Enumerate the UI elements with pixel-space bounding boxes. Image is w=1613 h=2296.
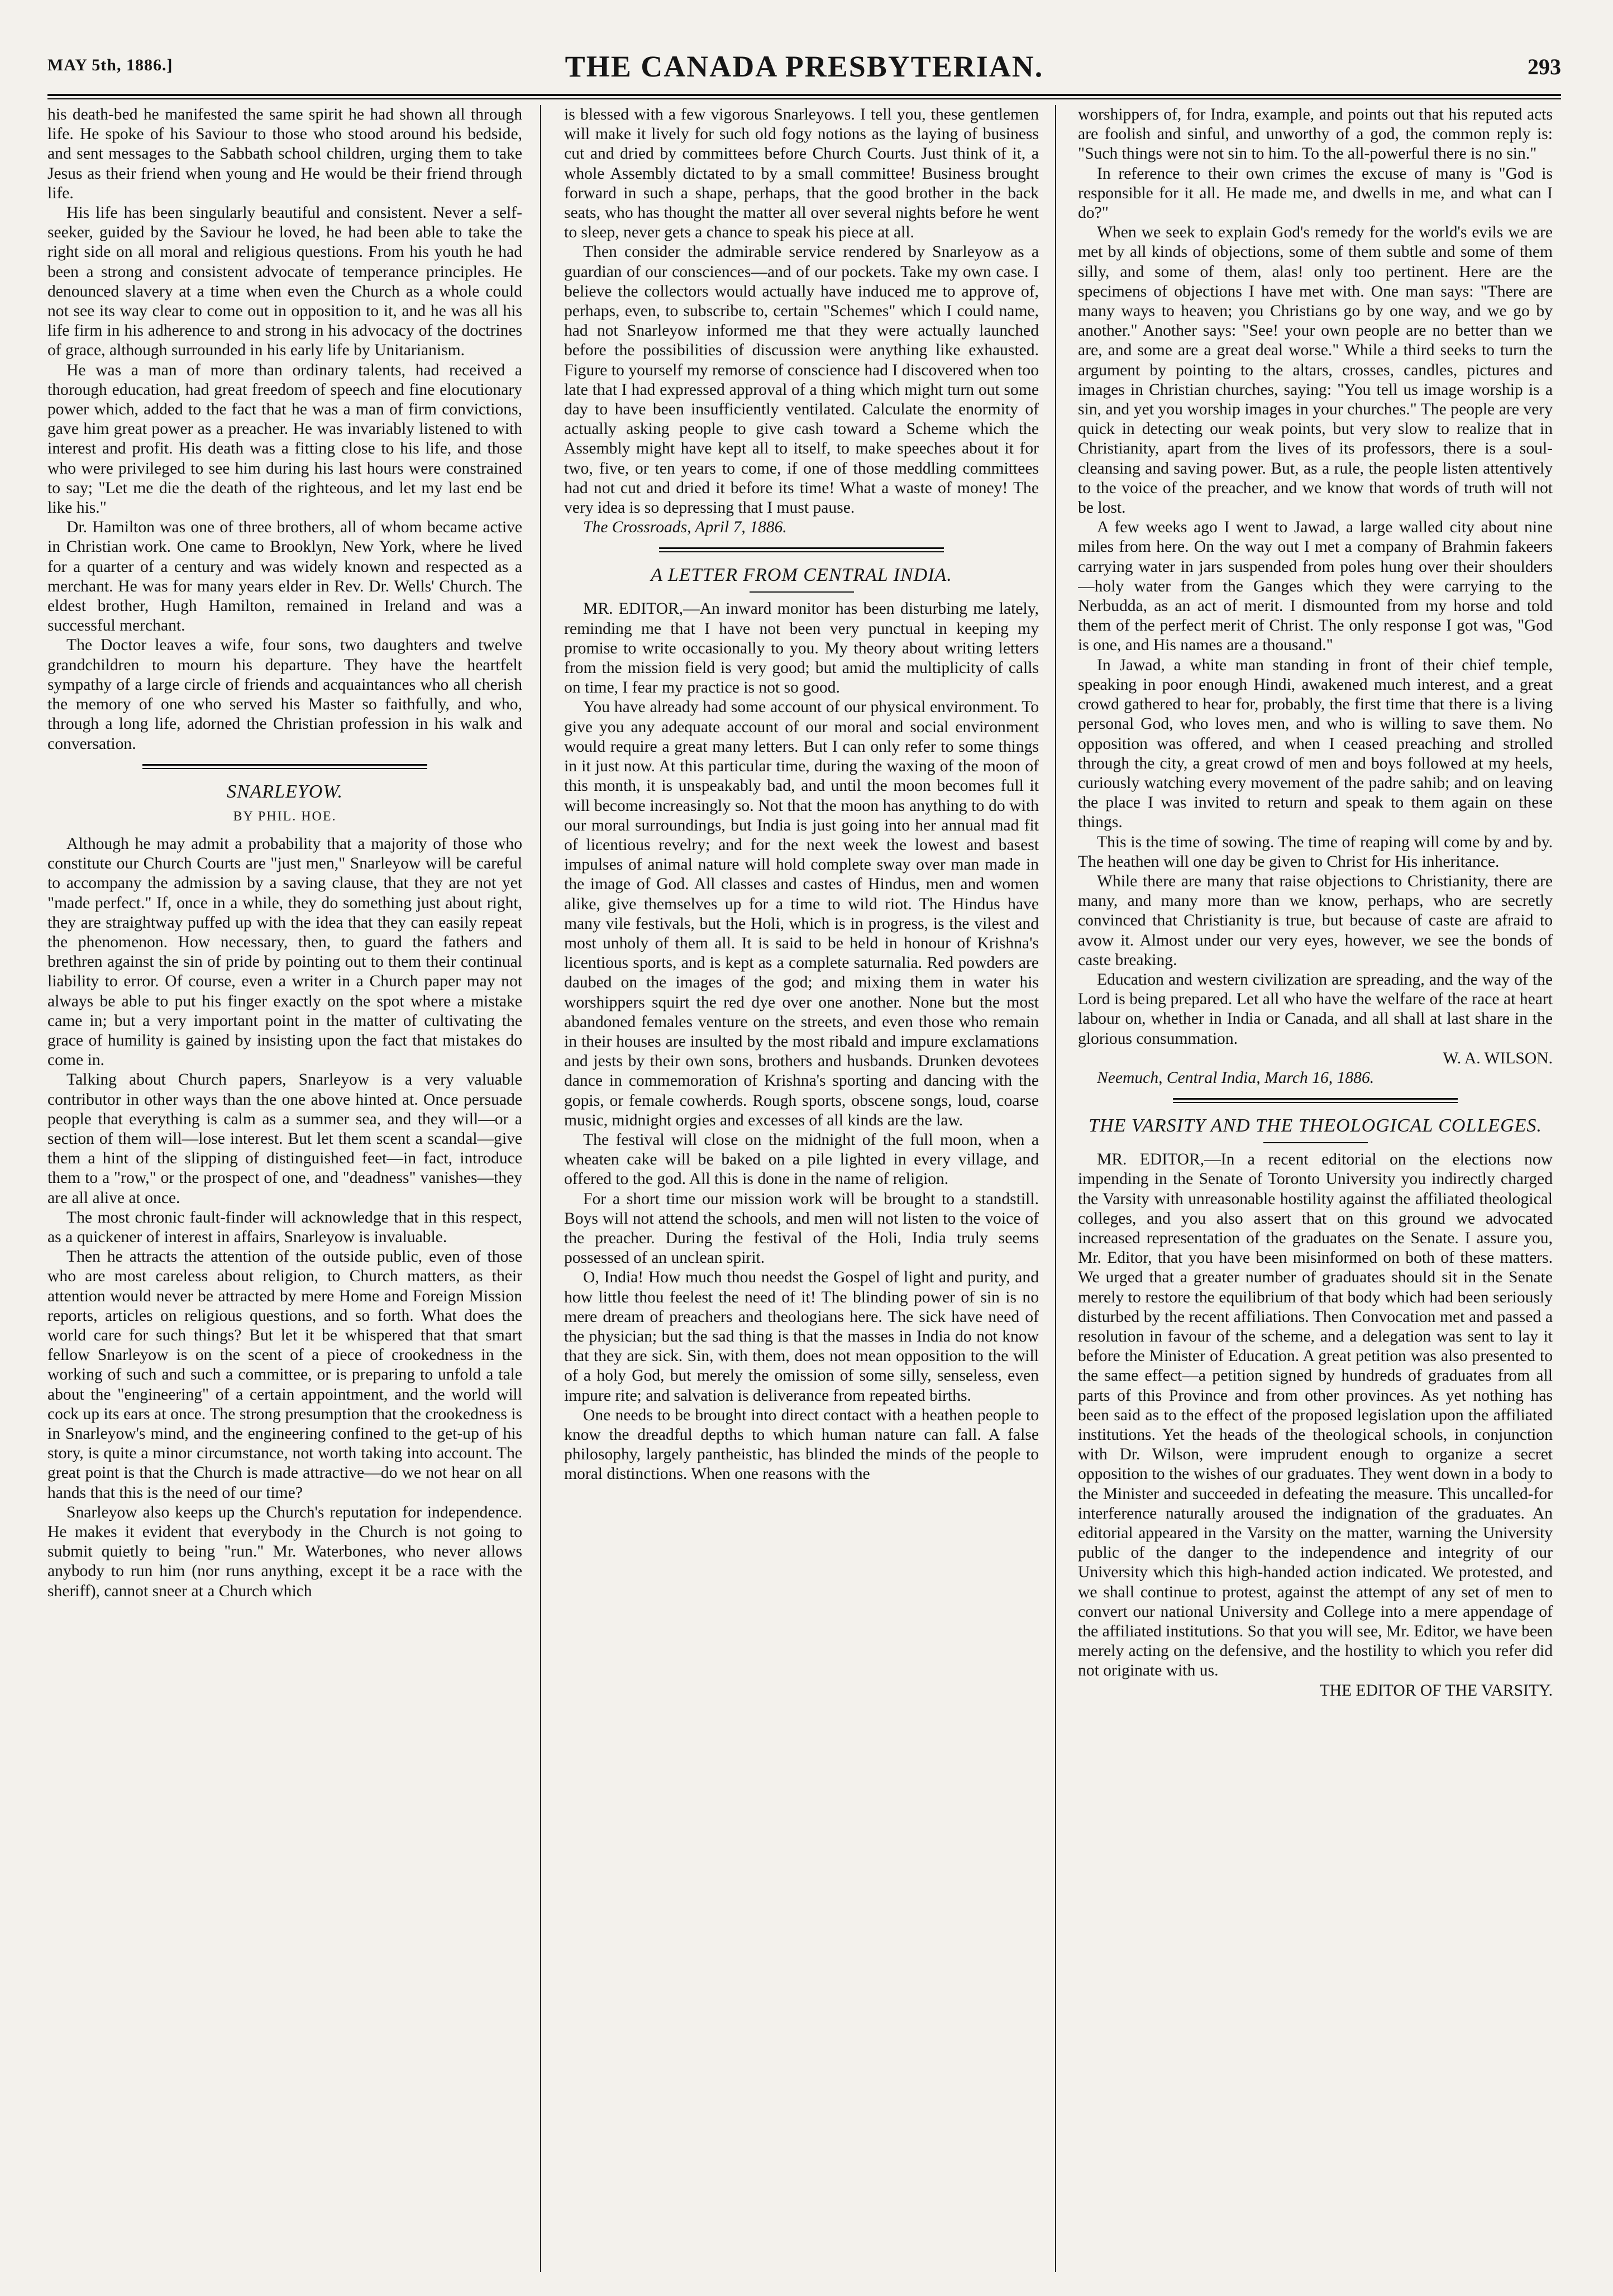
article-divider [659,547,944,552]
india-letter-paragraph: In Jawad, a white man standing in front of their chief temple, speaking in poor enough Hindi, awakened much interest, and a great crowd gathered to hear for, probably, the first time that there is a living personal God, who loves men, and who is willing to save them. No opposition was offered, and when I ceased preaching and strolled through the city, a great crowd of men and boys followed at my heels, curiously watching every movement of the padre sahib; and on leaving the place I was invited to return and speak to them again on these things. [1078,656,1553,832]
india-letter-signature: W. A. WILSON. [1443,1049,1553,1067]
snarleyow-paragraph: Then consider the admirable service rendered by Snarleyow as a guardian of our consciences—and of our pockets. Take my own case. I believe the collectors would actually have induced me to approve of, perhaps, even, to subscribe to, certain "Schemes" which I could name, had not Snarleyow informed me that they were actually launched before the possibilities of discussion were anything like exhausted. Figure to yourself my remorse of conscience had I discovered when too late that I had expressed approval of a thing which might turn out some day to have been insufficiently ventilated. Calculate the enormity of actually asking people to give cash toward a Scheme which the Assembly might have kept all to itself, to make speeches about it for two, five, or ten years to come, if one of those meddling committees had not cut and dried it before its time! What a waste of money! The very idea is so depressing that I must pause. [564,243,1039,517]
snarleyow-paragraph: Although he may admit a probability that a majority of those who constitute our Church Courts are "just men," Snarleyow will be careful to accompany the admission by a saving clause, that they are not yet "made perfect." If, once in a while, they do something just about right, they are straightway puffed up with the idea that they can easily repeat the phenomenon. How necessary, then, to guard the fathers and brethren against the sin of pride by pointing out to them their continual liability to error. Of course, even a writer in a Church paper may not always be able to put his finger exactly on the spot where a mistake came in; but a very important point in the matter of cultivating the grace of humility is gained by insisting upon the fact that mistakes do come in. [47,834,522,1070]
snarleyow-paragraph: Then he attracts the attention of the outside public, even of those who are most careless about religion, to Church matters, as their attention would never be attracted by mere Home and Foreign Mission reports, articles on religious questions, and so forth. What does the world care for such things? But let it be whispered that that smart fellow Snarleyow is on the scent of a piece of crookedness in the working of such and such a committee, or is preparing to unfold a tale about the "engineering" of a certain appointment, and the world will cock up its ears at once. The strong presumption that the crookedness is in Snarleyow's mind, and the engineering confined to the get-up of his story, is quite a minor circumstance, not worth taking into account. The great point is that the Church is made attractive—do we not hear on all hands that this is the need of our time? [47,1248,522,1502]
newspaper-title: THE CANADA PRESBYTERIAN. [565,50,1044,83]
india-letter-paragraph: For a short time our mission work will be brought to a standstill. Boys will not attend the schools, and men will not listen to the voice of the preacher. During the festival of the Holi, India truly seems possessed of an unclean spirit. [564,1190,1039,1267]
masthead-rule [47,94,1561,99]
issue-date: MAY 5th, 1886.] [47,56,173,74]
obituary-paragraph: The Doctor leaves a wife, four sons, two daughters and twelve grandchildren to mourn his departure. They have the heartfelt sympathy of a large circle of friends and acquaintances who all cherish the memory of one who served his Master so faithfully, and who, through a long life, adorned the Christian profession in his walk and conversation. [47,636,522,753]
column-2 [564,105,1039,2272]
india-letter-paragraph: You have already had some account of our physical environment. To give you any adequate account of our moral and social environment would require a great many letters. But I can only refer to some things in it just now. At this particular time, during the waxing of the moon of this month, it is unspeakably bad, and until the moon becomes full it will become increasingly so. Not that the moon has anything to do with our moral surroundings, but India is just going into her annual mad fit of licentious revelry; and for the next week the lowest and basest impulses of animal nature will hold complete sway over man made in the image of God. All classes and castes of Hindus, men and women alike, give themselves up for a time to wild riot. The Hindus have many vile festivals, but the Holi, which is in progress, is the vilest and most unholy of them all. It is said to be held in honour of Krishna's licentious sports, and is kept as a complete saturnalia. Red powders are daubed on the images of the god; and mixing them in water his worshippers squirt the red dye over one another. None but the most abandoned females venture on the streets, and even those who remain in their houses are insulted by the most ribald and impure exclamations and jests by their own sons, brothers and husbands. Drunken devotees dance in commemoration of Krishna's sporting and dancing with the gopis, or female cowherds. Rough sports, obscene songs, loud, coarse music, midnight orgies and excesses of all kinds are the law. [564,698,1039,1129]
snarleyow-dateline: The Crossroads, April 7, 1886. [583,518,787,537]
masthead [47,49,1561,88]
india-letter-paragraph: A few weeks ago I went to Jawad, a large walled city about nine miles from here. On the way out I met a company of Brahmin fakeers carrying water in jars suspended from poles hung over their shoulders—holy water from the Ganges which they were carrying to the Nerbudda, as an act of merit. I dismounted from my horse and told them of the perfect merit of Christ. The only response I got was, "God is one, and His names are a thousand." [1078,518,1553,655]
india-letter-paragraph: This is the time of sowing. The time of reaping will come by and by. The heathen will one day be given to Christ for His inheritance. [1078,833,1553,871]
obituary-paragraph: Dr. Hamilton was one of three brothers, all of whom became active in Christian work. One came to Brooklyn, New York, where he lived for a quarter of a century and was widely known and respected as a merchant. He was for many years elder in Rev. Dr. Wells' Church. The eldest brother, Hugh Hamilton, remained in Ireland and was a successful merchant. [47,518,522,635]
snarleyow-paragraph: Talking about Church papers, Snarleyow is a very valuable contributor in other ways than the one above hinted at. Once persuade people that everything is calm as a summer sea, and they will—or a section of them will—lose interest. But let them scent a scandal—give them a hint of the slipping of distinguished feet—in fact, introduce them to a "row," or the prospect of one, and "deadness" vanishes—they are all alive at once. [47,1071,522,1207]
india-letter-paragraph: One needs to be brought into direct contact with a heathen people to know the dreadful depths to which human nature can fall. A false philosophy, largely pantheistic, has blinded the minds of the people to moral distinctions. When one reasons with the [564,1406,1039,1483]
india-letter-paragraph: O, India! How much thou needst the Gospel of light and purity, and how little thou feelest the need of it! The blinding power of sin is no mere dream of preachers and theologians here. The sick have need of the physician; but the sad thing is that the masses in India do not know that they are sick. Sin, with them, does not mean opposition to the will of a holy God, but merely the omission of some silly, senseless, even impure rite; and salvation is deliverance from repeated births. [564,1268,1039,1405]
snarleyow-title: SNARLEYOW. [226,781,343,802]
column-1 [47,105,522,2272]
title-rule [750,591,854,593]
india-letter-title: A LETTER FROM CENTRAL INDIA. [651,565,952,586]
india-letter-paragraph: MR. EDITOR,—An inward monitor has been disturbing me lately, reminding me that I have not been very punctual in keeping my promise to write occasionally to you. My theory about writing letters from the mission field is very good; but amid the multiplicity of calls on time, I fear my practice is not so good. [564,600,1039,697]
column-rule-1 [540,105,541,2272]
obituary-paragraph: His life has been singularly beautiful and consistent. Never a self-seeker, guided by the Saviour he loved, he had been able to take the right side on all moral and religious questions. From his youth he had been a strong and consistent advocate of temperance principles. He denounced slavery at a time when even the Church as a whole could not see its way clear to come out in opposition to it, and he was all his life firm in his adherence to and strong in his advocacy of the doctrines of grace, although surrounded in his early life by Unitarianism. [47,204,522,360]
india-letter-paragraph: When we seek to explain God's remedy for the world's evils we are met by all kinds of objections, some of them subtle and some of them silly, and some of them, alas! only too pertinent. Here are the specimens of objections I have met with. One man says: "There are many ways to heaven; you Christians go by one way, and we go by another." Another says: "See! your own people are no better than we are, and some are a great deal worse." While a third seeks to turn the argument by pointing to the altars, crosses, candles, pictures and images in Christian churches, saying: "You tell us image worship is a sin, and yet you worship images in your churches." The people are very quick in detecting our weak points, but very slow to realize that in Christianity, apart from the lives of its professors, there is a soul-cleansing and saving power. But, as a rule, the people listen attentively to the voice of the preacher, and we know that words of truth will not be lost. [1078,223,1553,517]
snarleyow-byline: BY PHIL. HOE. [233,809,337,824]
column-3 [1078,105,1553,2272]
snarleyow-paragraph: Snarleyow also keeps up the Church's reputation for independence. He makes it evident that everybody in the Church is not going to submit quietly to being "run." Mr. Waterbones, who never allows anybody to run him (nor runs anything, except it be a race with the sheriff), cannot sneer at a Church which [47,1503,522,1600]
varsity-title: THE VARSITY AND THE THEOLOGICAL COLLEGES. [1089,1115,1542,1137]
varsity-paragraph: MR. EDITOR,—In a recent editorial on the elections now impending in the Senate of Toronto University you indirectly charged the Varsity with unreasonable hostility against the affiliated theological colleges, and you also assert that on this ground we advocated increased representation of the graduates on the Senate. I assure you, Mr. Editor, that you have been misinformed on both of these matters. We urged that a greater number of graduates should sit in the Senate merely to restore the equilibrium of that body which had been seriously disturbed by the recent affiliations. Then Convocation met and passed a resolution in favour of the scheme, and a delegation was sent to lay it before the Minister of Education. A great petition was also presented to the same effect—a petition signed by hundreds of graduates from all parts of this Province and from other provinces. As yet nothing has been said as to the effect of the proposed legislation upon the affiliated institutions. Yet the heads of the theological schools, in conjunction with Dr. Wilson, were imprudent enough to organize a secret opposition to the wishes of our graduates. They went down in a body to the Minister and succeeded in defeating the measure. This uncalled-for interference naturally aroused the indignation of the graduates. An editorial appeared in the Varsity on the matter, warning the University public of the danger to the independence and integrity of our University which this high-handed action indicated. We protested, and we shall continue to protest, against the attempt of any set of men to convert our national University and College into a mere appendage of the affiliated institutions. So that you will see, Mr. Editor, we have been merely acting on the defensive, and the hostility to which you refer did not originate with us. [1078,1151,1553,1680]
varsity-signature: THE EDITOR OF THE VARSITY. [1319,1681,1553,1700]
title-rule [1263,1142,1368,1143]
india-letter-paragraph: The festival will close on the midnight of the full moon, when a wheaten cake will be baked on a pile lighted in every village, and offered to the god. All this is done in the name of religion. [564,1130,1039,1188]
obituary-paragraph: He was a man of more than ordinary talents, had received a thorough education, had great freedom of speech and fine elocutionary power which, added to the fact that he was a man of firm convictions, gave him great power as a preacher. He was invariably listened to with interest and profit. His death was a fitting close to his life, and those who were privileged to see him during his last hours were constrained to say; "Let me die the death of the righteous, and let my last end be like his." [47,361,522,517]
india-letter-paragraph: worshippers of, for Indra, example, and points out that his reputed acts are foolish and sinful, and unworthy of a god, the common reply is: "Such things were not sin to him. To the all-powerful there is no sin." [1078,106,1553,163]
column-rule-2 [1055,105,1056,2272]
obituary-paragraph: his death-bed he manifested the same spirit he had shown all through life. He spoke of his Saviour to those who stood around his bedside, and sent messages to the Sabbath school children, urging them to take Jesus as their friend when young and He would be their friend through life. [47,106,522,202]
snarleyow-paragraph: is blessed with a few vigorous Snarleyows. I tell you, these gentlemen will make it lively for such old fogy notions as the laying of business cut and dried by committees before Church Courts. Just think of it, a whole Assembly dictated to by a small committee! Business brought forward in such a shape, perhaps, that the good brother in the back seats, who has thought the matter all over several nights before he went to sleep, never gets a chance to speak his piece at all. [564,106,1039,242]
india-letter-paragraph: Education and western civilization are spreading, and the way of the Lord is being prepared. Let all who have the welfare of the race at heart labour on, whether in India or Canada, and all shall at last share in the glorious consummation. [1078,970,1553,1048]
india-letter-paragraph: In reference to their own crimes the excuse of many is "God is responsible for it all. He made me, and dwells in me, and what can I do?" [1078,164,1553,222]
india-letter-paragraph: While there are many that raise objections to Christianity, there are many, and many more than we know, perhaps, who are secretly convinced that Christianity is true, but because of caste are afraid to avow it. Almost under our very eyes, however, we see the bonds of caste breaking. [1078,872,1553,969]
snarleyow-paragraph: The most chronic fault-finder will acknowledge that in this respect, as a quickener of interest in affairs, Snarleyow is invaluable. [47,1208,522,1246]
page-number: 293 [1528,54,1561,79]
article-divider [142,764,427,769]
article-divider [1173,1098,1458,1103]
india-letter-dateline: Neemuch, Central India, March 16, 1886. [1097,1068,1375,1087]
